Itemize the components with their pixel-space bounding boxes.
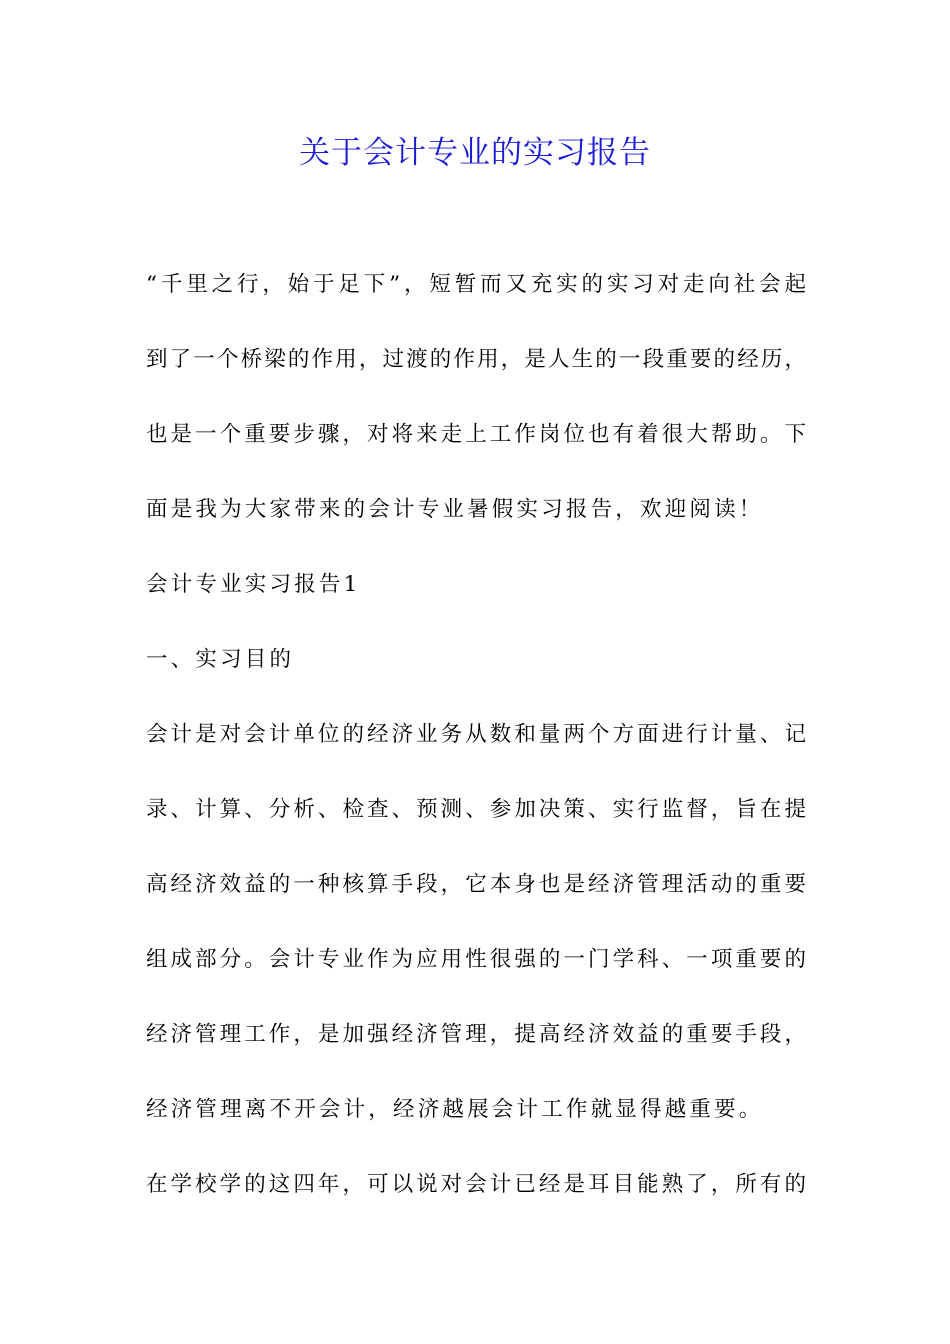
paragraph-line: 到了一个桥梁的作用，过渡的作用，是人生的一段重要的经历，: [146, 347, 806, 372]
paragraph-line: 会计是对会计单位的经济业务从数和量两个方面进行计量、记: [146, 722, 806, 747]
document-title: 关于会计专业的实习报告: [299, 135, 651, 171]
paragraph-line: 高经济效益的一种核算手段，它本身也是经济管理活动的重要: [146, 872, 806, 897]
subsection-heading: 一、实习目的: [146, 647, 295, 672]
paragraph-line: 组成部分。会计专业作为应用性很强的一门学科、一项重要的: [146, 947, 806, 972]
paragraph-line: 录、计算、分析、检查、预测、参加决策、实行监督，旨在提: [146, 797, 806, 822]
paragraph-line: 在学校学的这四年，可以说对会计已经是耳目能熟了，所有的: [146, 1172, 806, 1197]
paragraph-line: 经济管理工作，是加强经济管理，提高经济效益的重要手段，: [146, 1022, 806, 1047]
section-heading: 会计专业实习报告1: [146, 572, 361, 597]
paragraph-line: “千里之行，始于足下”，短暂而又充实的实习对走向社会起: [146, 272, 806, 297]
paragraph-line: 也是一个重要步骤，对将来走上工作岗位也有着很大帮助。下: [146, 422, 806, 447]
paragraph-line: 面是我为大家带来的会计专业暑假实习报告，欢迎阅读！: [146, 497, 764, 522]
paragraph-line: 经济管理离不开会计，经济越展会计工作就显得越重要。: [146, 1097, 764, 1122]
